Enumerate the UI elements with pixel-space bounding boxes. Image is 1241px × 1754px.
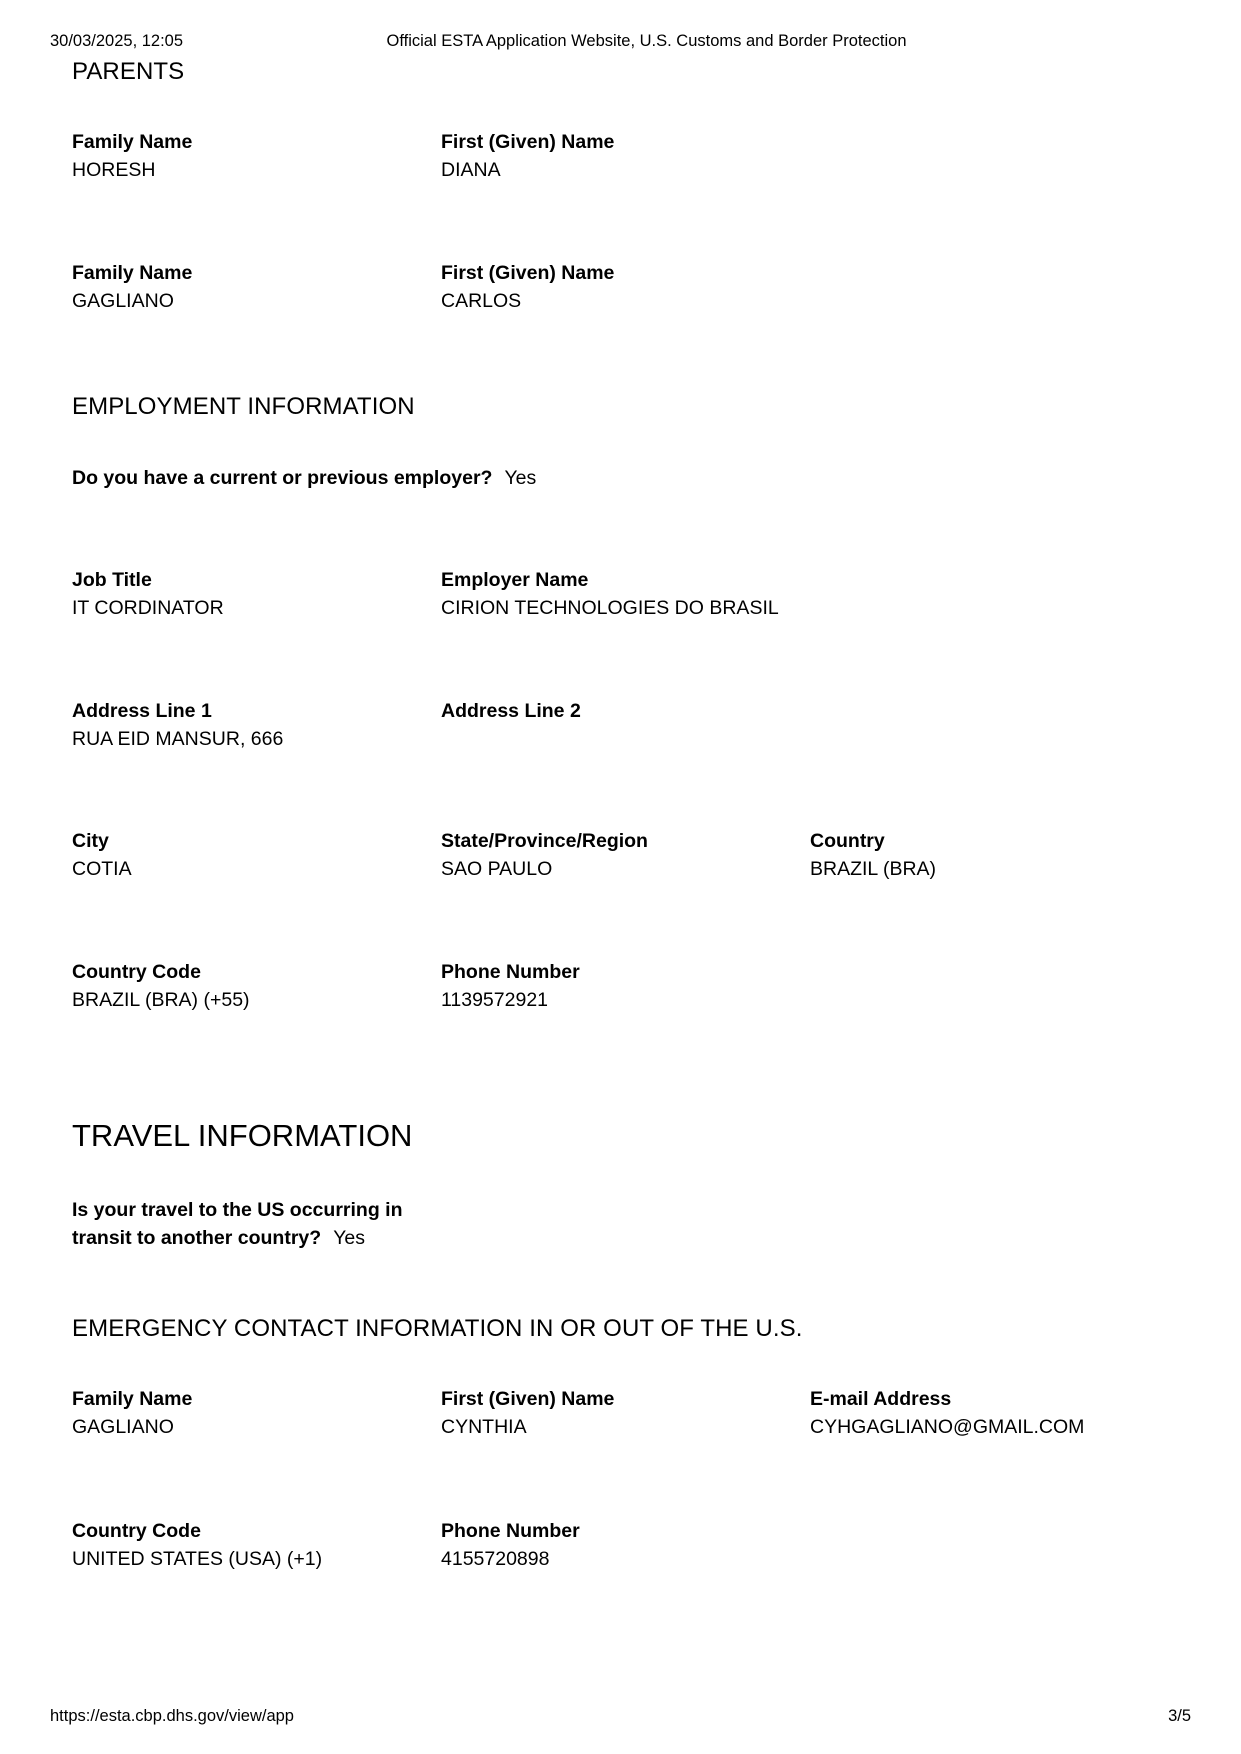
field-value: UNITED STATES (USA) (+1): [72, 1548, 323, 1570]
field-label: Country: [810, 830, 885, 852]
transit-question-answer: Yes: [333, 1227, 365, 1249]
transit-question-line1: Is your travel to the US occurring in: [72, 1199, 403, 1221]
field-value: 1139572921: [441, 989, 549, 1011]
emergency-phone-field: [441, 1517, 801, 1573]
emergency-given-name-field: [441, 1385, 801, 1441]
field-value: BRAZIL (BRA) (+55): [72, 989, 250, 1011]
field-label: Address Line 1: [72, 700, 212, 722]
transit-question-line2: transit to another country?: [72, 1227, 322, 1249]
emergency-heading: EMERGENCY CONTACT INFORMATION IN OR OUT OF THE U.S.: [72, 1315, 803, 1342]
address-line2-field: [441, 697, 801, 725]
field-value: 4155720898: [441, 1548, 550, 1570]
emergency-country-code-field: [72, 1517, 432, 1573]
parent1-family-name: [72, 128, 432, 184]
field-label: City: [72, 830, 109, 852]
employer-phone-field: [441, 958, 801, 1014]
transit-question: [72, 1196, 492, 1252]
field-value: CYHGAGLIANO@GMAIL.COM: [810, 1416, 1085, 1438]
job-title-field: [72, 566, 432, 622]
employer-name-field: [441, 566, 861, 622]
field-value: COTIA: [72, 858, 132, 880]
field-label: Family Name: [72, 262, 193, 284]
field-value: IT CORDINATOR: [72, 597, 224, 619]
employer-country-code-field: [72, 958, 432, 1014]
field-value: RUA EID MANSUR, 666: [72, 728, 284, 750]
field-label: State/Province/Region: [441, 830, 648, 852]
field-label: Country Code: [72, 961, 201, 983]
employment-heading: EMPLOYMENT INFORMATION: [72, 393, 415, 420]
field-value: GAGLIANO: [72, 1416, 174, 1438]
field-value: BRAZIL (BRA): [810, 858, 937, 880]
field-label: First (Given) Name: [441, 262, 615, 284]
field-label: Job Title: [72, 569, 152, 591]
emergency-email-field: [810, 1385, 1210, 1441]
field-label: Family Name: [72, 1388, 193, 1410]
print-url: https://esta.cbp.dhs.gov/view/app: [50, 1707, 294, 1725]
employer-question: [72, 464, 536, 492]
print-datetime: 30/03/2025, 12:05: [50, 32, 184, 50]
employer-question-answer: Yes: [504, 467, 537, 489]
field-label: First (Given) Name: [441, 1388, 615, 1410]
field-value: CYNTHIA: [441, 1416, 527, 1438]
print-page-number: 3/5: [1168, 1707, 1191, 1725]
field-label: Address Line 2: [441, 700, 581, 722]
field-value: SAO PAULO: [441, 858, 553, 880]
parent1-given-name: [441, 128, 801, 184]
field-value: CARLOS: [441, 290, 522, 312]
travel-heading: TRAVEL INFORMATION: [72, 1118, 413, 1153]
field-value: CIRION TECHNOLOGIES DO BRASIL: [441, 597, 779, 619]
print-page-title: Official ESTA Application Website, U.S. Customs and Border Protection: [386, 32, 907, 50]
field-value: HORESH: [72, 159, 156, 181]
state-field: [441, 827, 801, 883]
field-label: First (Given) Name: [441, 131, 615, 153]
address-line1-field: [72, 697, 432, 753]
field-label: Employer Name: [441, 569, 589, 591]
employer-question-text: Do you have a current or previous employer?: [72, 467, 493, 489]
city-field: [72, 827, 432, 883]
field-label: E-mail Address: [810, 1388, 952, 1410]
parent2-given-name: [441, 259, 801, 315]
field-label: Family Name: [72, 131, 193, 153]
field-label: Phone Number: [441, 961, 580, 983]
country-field: [810, 827, 1170, 883]
field-label: Country Code: [72, 1520, 201, 1542]
parent2-family-name: [72, 259, 432, 315]
emergency-family-name-field: [72, 1385, 432, 1441]
parents-heading: PARENTS: [72, 58, 185, 85]
field-label: Phone Number: [441, 1520, 580, 1542]
field-value: DIANA: [441, 159, 501, 181]
field-value: GAGLIANO: [72, 290, 174, 312]
